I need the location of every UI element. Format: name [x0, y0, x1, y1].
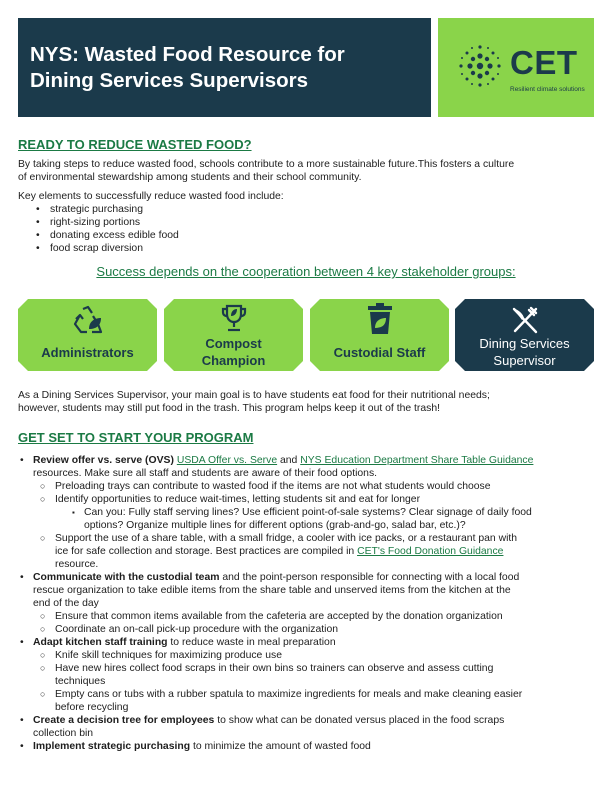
- list-item-continued: end of the day: [33, 598, 99, 609]
- stakeholder-card-custodial-staff: [310, 299, 449, 371]
- list-item: ○ Coordinate an on-call pick-up procedure with the organization: [18, 623, 596, 636]
- header: [18, 18, 594, 117]
- list-item-continued: collection bin: [33, 728, 94, 739]
- step-purchasing-bold: Implement strategic purchasing: [33, 741, 191, 752]
- link-joiner: and: [277, 455, 301, 466]
- list-item: • food scrap diversion: [36, 242, 179, 255]
- list-item-continued: rescue organization to take edible items from the share table and unserved items from the kitchen at the: [33, 585, 511, 596]
- list-item: [18, 714, 596, 727]
- list-item: ○ Empty cans or tubs with a rubber spatula to maximize ingredients for meals and make cleaning easier: [18, 688, 596, 701]
- kitchen-text: to reduce waste in meal preparation: [167, 637, 336, 648]
- recycle-leaf-icon: [71, 305, 105, 335]
- list-item: • right-sizing portions: [36, 216, 179, 229]
- key-elements-intro: Key elements to successfully reduce wasted food include:: [18, 191, 284, 202]
- getset-heading: GET SET TO START YOUR PROGRAM: [18, 430, 254, 445]
- list-item: ○ Knife skill techniques for maximizing produce use: [18, 649, 596, 662]
- trophy-leaf-icon: [219, 303, 249, 333]
- card-label: Compost: [205, 336, 262, 351]
- list-item-continued: before recycling: [55, 702, 129, 713]
- card-label: Dining Services: [479, 336, 570, 351]
- step-decision-tree-bold: Create a decision tree for employees: [33, 715, 215, 726]
- supervisor-goal: [18, 389, 596, 415]
- title-banner: [18, 18, 431, 117]
- cet-food-donation-link[interactable]: CET's Food Donation Guidance: [357, 546, 504, 557]
- stakeholder-cards: [18, 299, 594, 371]
- ready-intro-line-1: By taking steps to reduce wasted food, schools contribute to a more sustainable future.This fosters a culture: [18, 159, 515, 170]
- list-item: ○ Have new hires collect food scraps in their own bins so trainers can observe and assess cutting: [18, 662, 596, 675]
- list-item: [18, 571, 596, 584]
- list-item: [18, 740, 596, 753]
- cet-logo: [438, 18, 594, 117]
- list-item-continued: techniques: [55, 676, 106, 687]
- card-label: Supervisor: [493, 353, 556, 368]
- list-item-continued: [18, 545, 596, 558]
- nysed-share-table-link[interactable]: NYS Education Department Share Table Guidance: [300, 455, 534, 466]
- list-item-continued: resources. Make sure all staff and students are aware of their food options.: [33, 468, 378, 479]
- page-title-line-2: Dining Services Supervisors: [30, 69, 309, 92]
- list-item: ○ Identify opportunities to reduce wait-times, letting students sit and eat for longer: [18, 493, 596, 506]
- list-item-continued: resource.: [55, 559, 99, 570]
- list-item: [18, 636, 596, 649]
- usda-ovs-link[interactable]: USDA Offer vs. Serve: [176, 455, 278, 466]
- step-custodial-bold: Communicate with the custodial team: [33, 572, 220, 583]
- card-label: Administrators: [41, 345, 134, 360]
- ready-intro-line-2: of environmental stewardship among students and their school community.: [18, 172, 362, 183]
- card-label: Custodial Staff: [333, 345, 426, 360]
- purchasing-text: to minimize the amount of wasted food: [190, 741, 371, 752]
- program-steps: [18, 454, 596, 753]
- logo-wordmark: CET: [510, 44, 578, 81]
- stakeholder-card-compost-champion: [164, 299, 303, 371]
- key-elements-list: [36, 203, 179, 255]
- cet-dots-icon: [456, 42, 504, 90]
- ready-intro: [18, 158, 596, 184]
- list-item: • donating excess edible food: [36, 229, 179, 242]
- list-item-continued: options? Organize multiple lines for different options (grab-and-go, salad bar, etc.)?: [84, 520, 466, 531]
- step-ovs-bold: Review offer vs. serve (OVS): [33, 455, 174, 466]
- logo-tagline: Resilient climate solutions: [510, 86, 585, 93]
- goal-line-1: As a Dining Services Supervisor, your main goal is to have students eat food for their nutritional needs;: [18, 390, 490, 401]
- step-kitchen-bold: Adapt kitchen staff training: [33, 637, 168, 648]
- list-item: ○ Ensure that common items available from the cafeteria are accepted by the donation organization: [18, 610, 596, 623]
- list-item: ○ Support the use of a share table, with a small fridge, a cooler with ice packs, or a restaurant pan with: [18, 532, 596, 545]
- list-item: ○ Preloading trays can contribute to wasted food if the items are not what students would choose: [18, 480, 596, 493]
- list-item: • strategic purchasing: [36, 203, 179, 216]
- trash-bin-leaf-icon: [365, 302, 395, 336]
- page-title-line-1: NYS: Wasted Food Resource for: [30, 43, 345, 66]
- stakeholder-card-dining-services-supervisor: [455, 299, 594, 371]
- fork-knife-icon: [510, 305, 540, 335]
- decision-tree-text: to show what can be donated versus placed in the food scraps: [214, 715, 505, 726]
- list-item: ▪ Can you: Fully staff serving lines? Use efficient point-of-sale systems? Clear signage of daily food: [18, 506, 596, 519]
- ready-heading: READY TO REDUCE WASTED FOOD?: [18, 137, 252, 152]
- card-label: Champion: [201, 353, 266, 368]
- list-item: [18, 454, 596, 467]
- success-statement: Success depends on the cooperation between 4 key stakeholder groups:: [96, 264, 516, 279]
- goal-line-2: however, students may still put food in the trash. This program helps keep it out of the trash!: [18, 403, 441, 414]
- share-table-text: ice for safe collection and storage. Best practices are compiled in: [55, 546, 358, 557]
- custodial-text: and the point-person responsible for connecting with a local food: [219, 572, 520, 583]
- stakeholder-card-administrators: [18, 299, 157, 371]
